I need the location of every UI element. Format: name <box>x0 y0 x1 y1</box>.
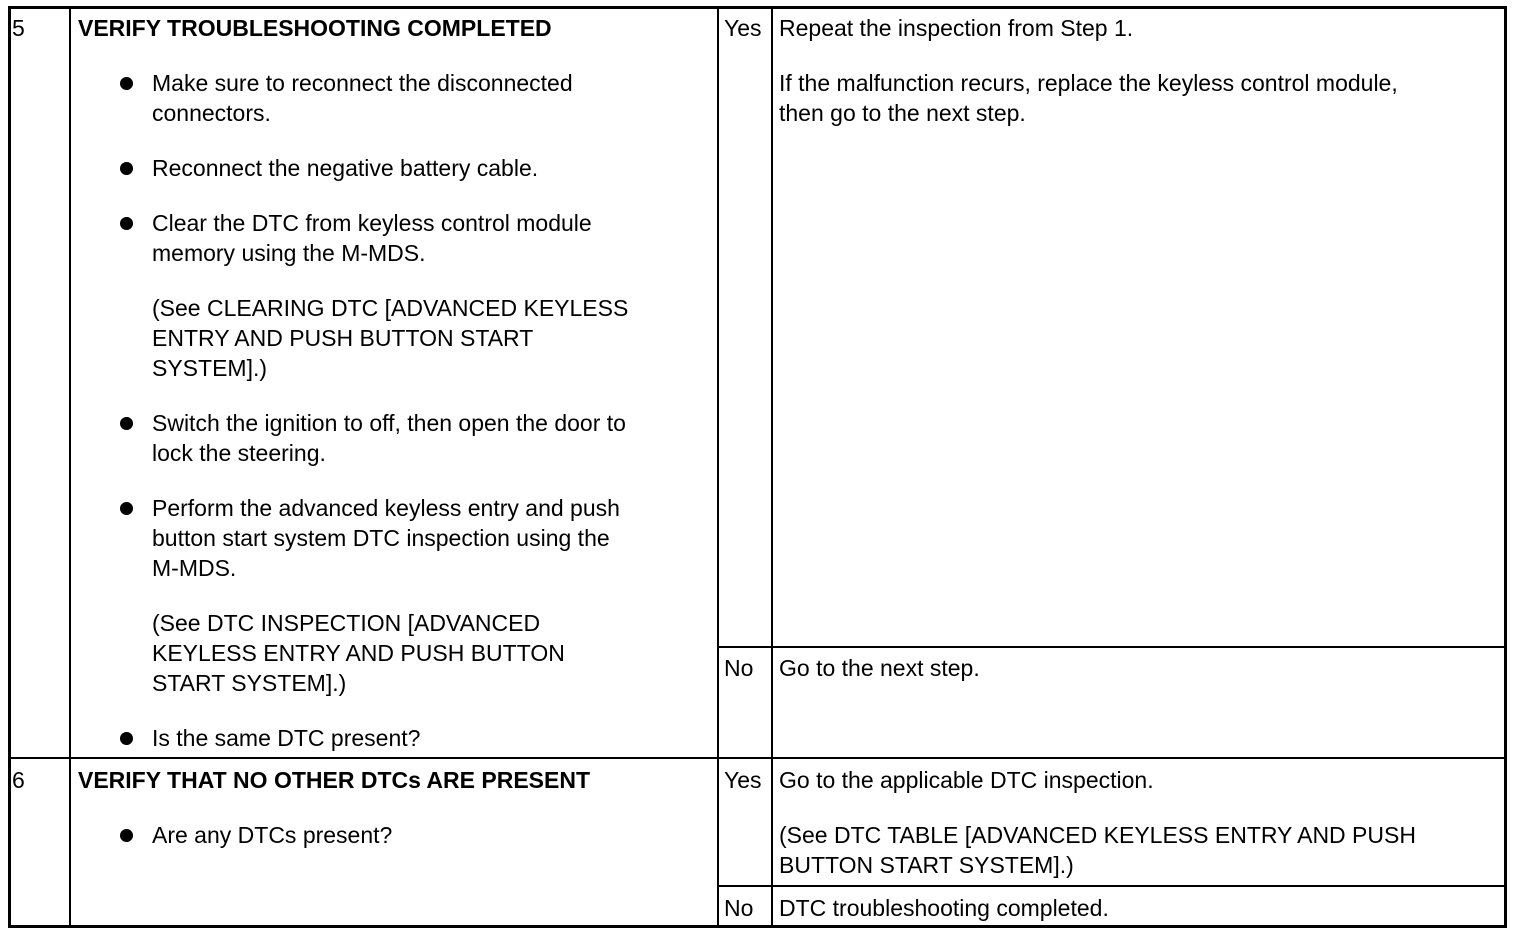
list-item: memory using the M-MDS. <box>152 240 426 266</box>
no-label: No <box>724 655 754 681</box>
row-divider-5-6 <box>8 757 1507 759</box>
list-item: button start system DTC inspection using the <box>152 525 610 551</box>
yes-action: (See DTC TABLE [ADVANCED KEYLESS ENTRY AND PUSH <box>779 822 1416 848</box>
reference-note: (See CLEARING DTC [ADVANCED KEYLESS <box>152 295 629 321</box>
table-border-bottom <box>8 925 1507 928</box>
reference-note: START SYSTEM].) <box>152 670 347 696</box>
reference-note: ENTRY AND PUSH BUTTON START <box>152 325 534 351</box>
step-number: 6 <box>12 767 25 793</box>
no-action: Go to the next step. <box>779 655 980 681</box>
yes-label: Yes <box>724 15 762 41</box>
step-title: VERIFY TROUBLESHOOTING COMPLETED <box>78 15 552 41</box>
yes-action: then go to the next step. <box>779 100 1026 126</box>
bullet-dot-icon <box>120 77 133 90</box>
yes-action: BUTTON START SYSTEM].) <box>779 852 1074 878</box>
yes-action: Repeat the inspection from Step 1. <box>779 15 1134 41</box>
bullet-dot-icon <box>120 217 133 230</box>
column-divider-step <box>69 6 71 928</box>
step-title: VERIFY THAT NO OTHER DTCs ARE PRESENT <box>78 767 591 793</box>
list-item: Are any DTCs present? <box>152 822 393 848</box>
list-item: Clear the DTC from keyless control module <box>152 210 592 236</box>
list-item: Is the same DTC present? <box>152 725 421 751</box>
bullet-dot-icon <box>120 417 133 430</box>
reference-note: (See DTC INSPECTION [ADVANCED <box>152 610 541 636</box>
step-number: 5 <box>12 15 25 41</box>
list-item: Switch the ignition to off, then open the door to <box>152 410 626 436</box>
bullet-dot-icon <box>120 829 133 842</box>
yes-action: Go to the applicable DTC inspection. <box>779 767 1154 793</box>
reference-note: KEYLESS ENTRY AND PUSH BUTTON <box>152 640 565 666</box>
list-item: lock the steering. <box>152 440 326 466</box>
table-border-top <box>8 6 1507 9</box>
table-border-left <box>8 6 11 928</box>
yes-label: Yes <box>724 767 762 793</box>
yes-action: If the malfunction recurs, replace the keyless control module, <box>779 70 1398 96</box>
row6-yes-no-divider <box>717 885 1507 887</box>
table-border-right <box>1504 6 1507 928</box>
list-item: Make sure to reconnect the disconnected <box>152 70 573 96</box>
column-divider-answer <box>771 6 773 928</box>
no-action: DTC troubleshooting completed. <box>779 895 1109 921</box>
list-item: Perform the advanced keyless entry and push <box>152 495 620 521</box>
reference-note: SYSTEM].) <box>152 355 268 381</box>
bullet-dot-icon <box>120 502 133 515</box>
bullet-dot-icon <box>120 162 133 175</box>
list-item: M-MDS. <box>152 555 237 581</box>
list-item: Reconnect the negative battery cable. <box>152 155 539 181</box>
bullet-dot-icon <box>120 732 133 745</box>
no-label: No <box>724 895 754 921</box>
column-divider-action <box>717 6 719 928</box>
row5-yes-no-divider <box>717 646 1507 648</box>
list-item: connectors. <box>152 100 271 126</box>
